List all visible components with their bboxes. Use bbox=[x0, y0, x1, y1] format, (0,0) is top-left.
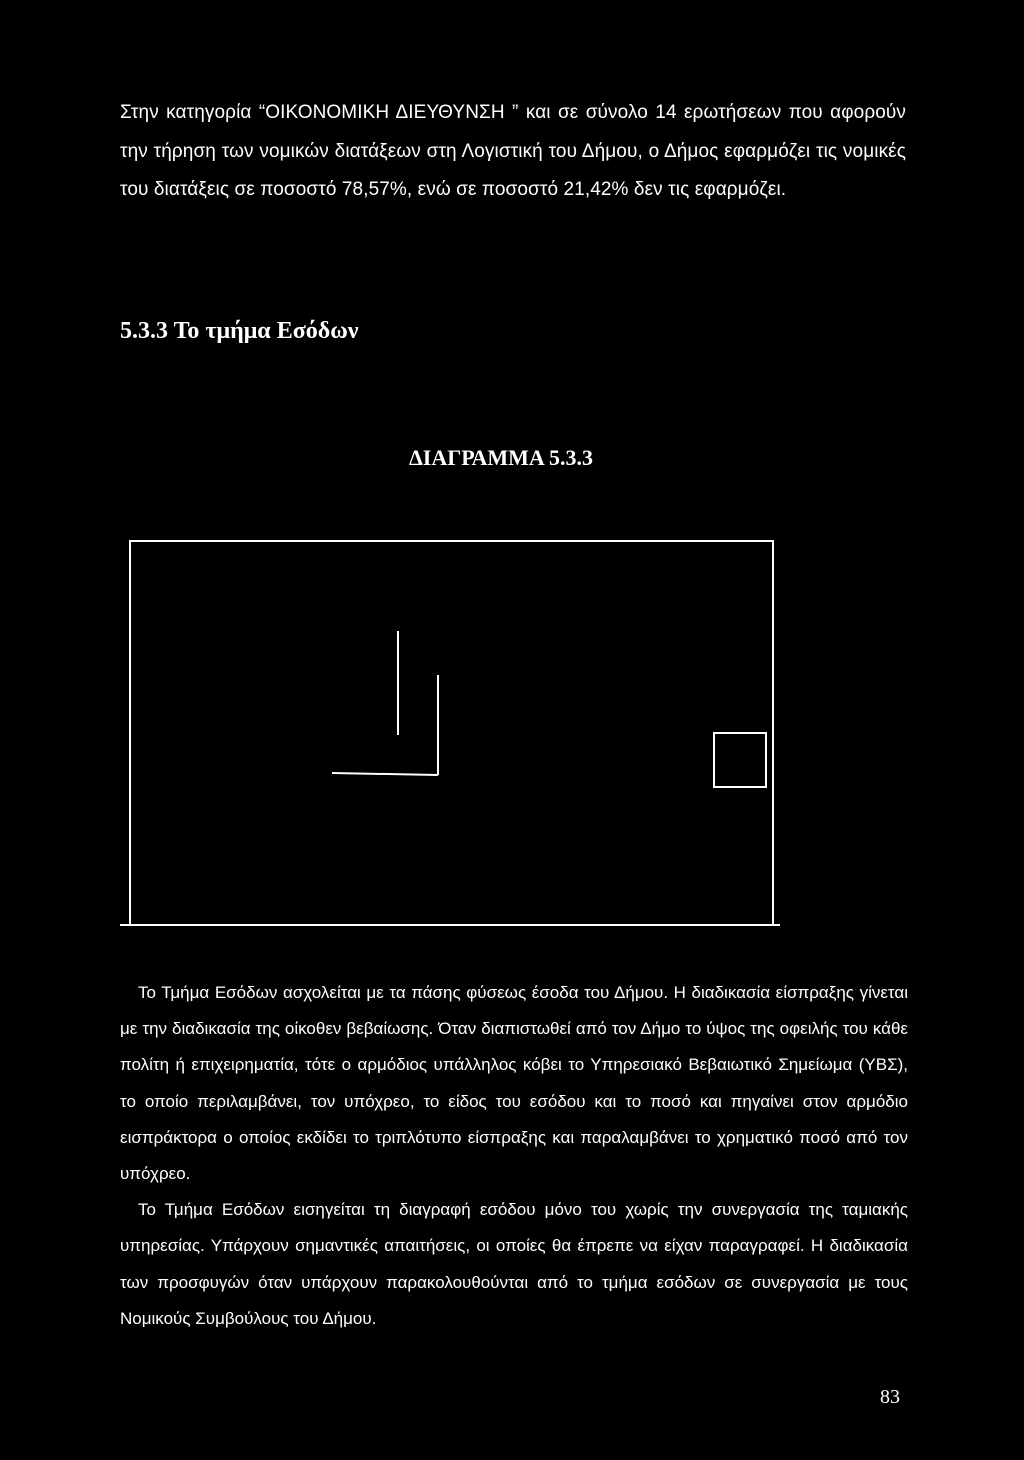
body-paragraph-1: Το Τμήμα Εσόδων ασχολείται με τα πάσης φύσεως έσοδα του Δήμου. Η διαδικασία είσπραξης γίνεται με την διαδικασία της οίκοθεν βεβαίωσης. Όταν διαπιστωθεί από τον Δήμο το ύψος της οφειλής του κάθε πολίτη ή επιχειρηματία, τότε ο αρμόδιος υπάλληλος κόβει το Υπηρεσιακό Βεβαιωτικό Σημείωμα (ΥΒΣ), το οποίο περιλαμβάνει, τον υπόχρεο, το είδος του εσόδου και το ποσό και πηγαίνει στον αρμόδιο εισπράκτορα ο οποίος εκδίδει το τριπλότυπο είσπραξης και παραλαμβάνει το χρηματικό ποσό από τον υπόχρεο. bbox=[120, 983, 908, 1184]
page-number: 83 bbox=[880, 1386, 900, 1408]
diagram-figure bbox=[120, 535, 780, 935]
diagram-baseline bbox=[332, 773, 438, 775]
diagram-caption: ΔΙΑΓΡΑΜΜΑ 5.3.3 bbox=[409, 445, 594, 470]
body-paragraph-2: Το Τμήμα Εσόδων εισηγείται τη διαγραφή εσόδου μόνο του χωρίς την συνεργασία της ταμιακής υπηρεσίας. Υπάρχουν σημαντικές απαιτήσεις, οι οποίες θα έπρεπε να είχαν παραγραφεί. Η διαδικασία των προσφυγών όταν υπάρχουν παρακολουθούνται από το τμήμα εσόδων σε συνεργασία με τους Νομικούς Συμβούλους του Δήμου. bbox=[120, 1200, 908, 1328]
diagram-legend-box bbox=[714, 733, 766, 787]
diagram-frame bbox=[130, 541, 773, 925]
body-text bbox=[120, 975, 908, 1337]
section-heading: 5.3.3 Το τμήμα Εσόδων bbox=[120, 318, 359, 344]
intro-paragraph: Στην κατηγορία “ΟΙΚΟΝΟΜΙΚΗ ΔΙΕΥΘΥΝΣΗ ” και σε σύνολο 14 ερωτήσεων που αφορούν την τήρηση των νομικών διατάξεων στη Λογιστική του Δήμου, ο Δήμος εφαρμόζει τις νομικές του διατάξεις σε ποσοστό 78,57%, ενώ σε ποσοστό 21,42% δεν τις εφαρμόζει. bbox=[120, 102, 906, 200]
